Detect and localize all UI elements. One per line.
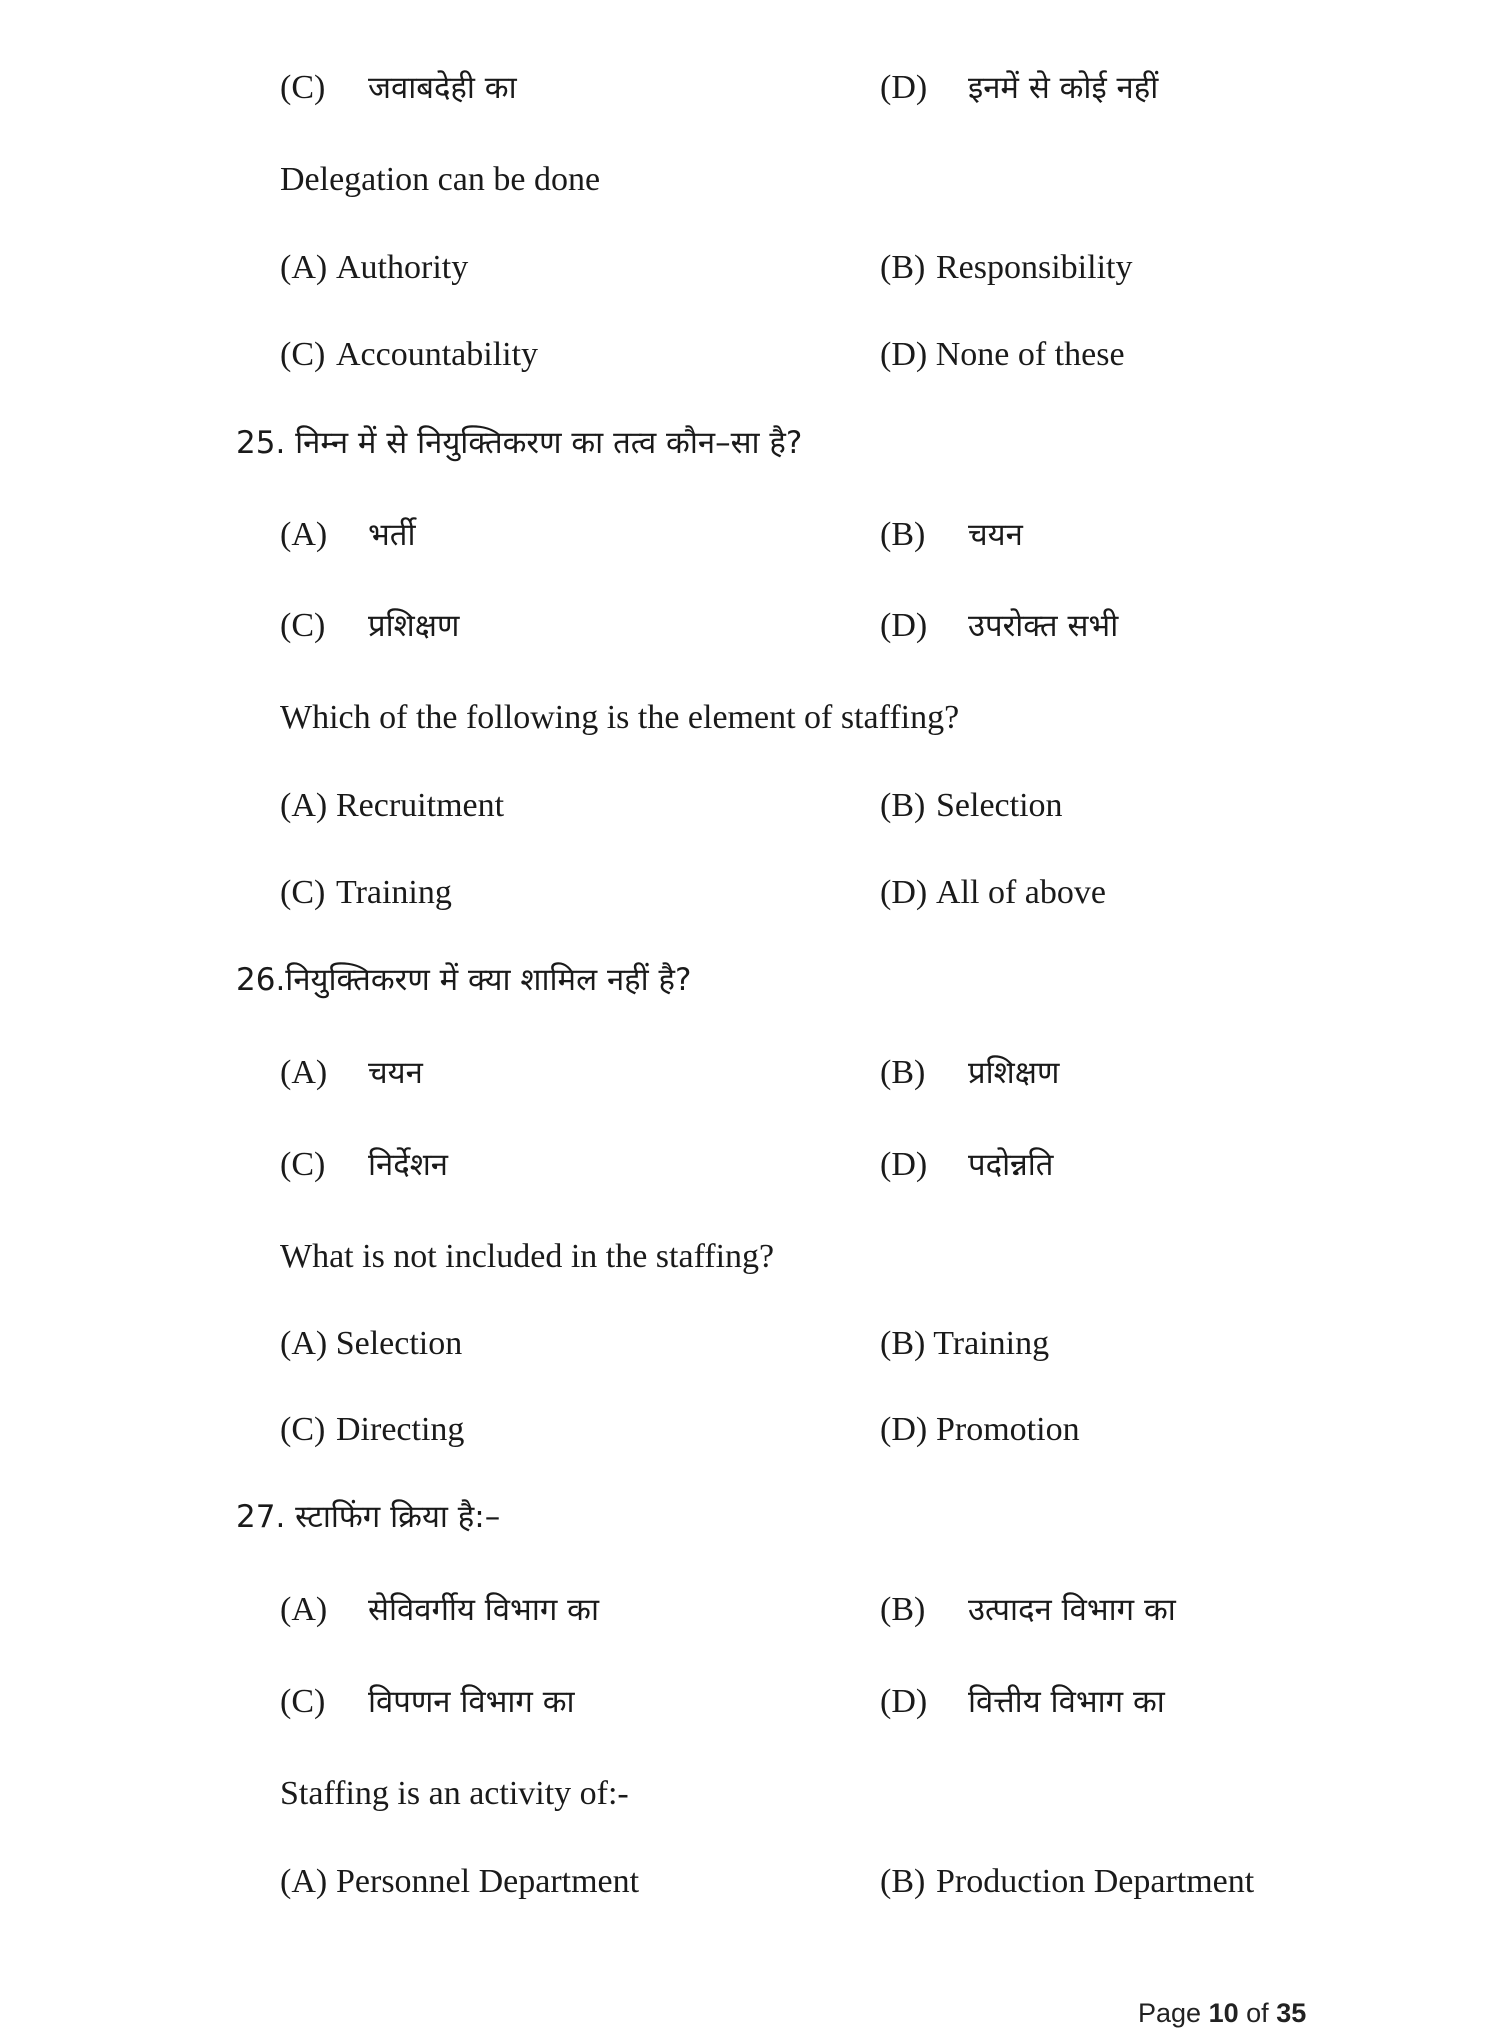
option-text: Directing <box>336 1411 465 1448</box>
option-label: (B) <box>880 1591 926 1628</box>
option-label: (B) <box>880 1054 926 1091</box>
option-text: None of these <box>935 336 1125 373</box>
question-27-en: Staffing is an activity of:- <box>280 1775 629 1812</box>
option-label: (B) <box>880 249 926 286</box>
question-25-hi: 25. निम्न में से नियुक्तिकरण का तत्व कौन–सा है? <box>236 425 803 461</box>
option-label: (C) <box>280 69 326 106</box>
option-text: Recruitment <box>336 787 505 824</box>
option-label: (A) <box>280 1325 328 1362</box>
option-label: (D) <box>880 1683 928 1720</box>
page-prefix: Page <box>1138 1998 1202 2028</box>
option-text: सेविवर्गीय विभाग का <box>368 1592 600 1628</box>
q25-hi-option-b <box>880 515 1023 555</box>
option-text: विपणन विभाग का <box>368 1684 575 1720</box>
option-d-hi <box>880 68 1158 108</box>
option-text: वित्तीय विभाग का <box>968 1684 1165 1720</box>
option-text: All of above <box>936 874 1106 911</box>
option-label: (D) <box>880 874 928 911</box>
q27-hi-option-b <box>880 1590 1176 1630</box>
option-text: इनमें से कोई नहीं <box>968 70 1159 106</box>
option-text: चयन <box>968 517 1023 553</box>
q25-en-option-d <box>880 873 1106 913</box>
option-label: (C) <box>280 1146 326 1183</box>
option-label: (A) <box>280 1863 328 1900</box>
q26-hi-option-a <box>280 1053 423 1093</box>
option-label: (B) <box>880 1863 926 1900</box>
option-label: (C) <box>280 336 326 373</box>
q26-en-option-b <box>880 1324 1049 1364</box>
option-text: Selection <box>335 1325 463 1362</box>
option-label: (D) <box>880 336 928 373</box>
page-current: 10 <box>1208 1998 1239 2028</box>
page-of: of <box>1246 1998 1269 2028</box>
q26-hi-option-d <box>880 1145 1053 1185</box>
q24-option-d <box>880 335 1125 375</box>
q25-en-option-a <box>280 786 504 826</box>
q24-option-a <box>280 248 468 288</box>
option-text: Training <box>933 1325 1050 1362</box>
option-label: (D) <box>880 1146 928 1183</box>
option-text: प्रशिक्षण <box>968 1055 1060 1091</box>
page-total: 35 <box>1276 1998 1307 2028</box>
option-text: उत्पादन विभाग का <box>968 1592 1176 1628</box>
option-text: Training <box>336 874 452 911</box>
option-label: (A) <box>280 1591 328 1628</box>
q25-en-option-c <box>280 873 452 913</box>
question-26-hi: 26.नियुक्तिकरण में क्या शामिल नहीं है? <box>236 962 692 998</box>
q26-en-option-a <box>280 1324 462 1364</box>
option-text: प्रशिक्षण <box>368 608 460 644</box>
option-label: (A) <box>280 787 328 824</box>
option-label: (B) <box>880 787 926 824</box>
q25-hi-option-d <box>880 606 1118 646</box>
option-label: (B) <box>880 516 926 553</box>
option-text: भर्ती <box>368 517 416 553</box>
option-text: जवाबदेही का <box>368 70 517 106</box>
option-text: Responsibility <box>936 249 1133 286</box>
q27-hi-option-a <box>280 1590 599 1630</box>
q24-option-b <box>880 248 1132 288</box>
option-text: पदोन्नति <box>968 1147 1054 1183</box>
option-text: Production Department <box>936 1863 1255 1900</box>
q27-hi-option-d <box>880 1682 1165 1722</box>
q25-hi-option-a <box>280 515 416 555</box>
q27-en-option-b <box>880 1862 1254 1902</box>
option-label: (D) <box>880 69 928 106</box>
q26-hi-option-b <box>880 1053 1059 1093</box>
option-text: Selection <box>936 787 1063 824</box>
option-text: Accountability <box>336 336 539 373</box>
option-c-hi <box>280 68 517 108</box>
q26-hi-option-c <box>280 1145 448 1185</box>
option-label: (C) <box>280 874 326 911</box>
page-number <box>1138 1998 1306 2029</box>
question-24-en: Delegation can be done <box>280 161 601 198</box>
option-label: (C) <box>280 607 326 644</box>
q24-option-c <box>280 335 538 375</box>
question-25-en: Which of the following is the element of staffing? <box>280 699 960 736</box>
option-text: Promotion <box>936 1411 1080 1448</box>
option-label: (D) <box>880 1411 928 1448</box>
option-label: (B) <box>880 1325 926 1362</box>
option-label: (A) <box>280 249 328 286</box>
option-label: (C) <box>280 1683 326 1720</box>
option-label: (C) <box>280 1411 326 1448</box>
q27-hi-option-c <box>280 1682 575 1722</box>
question-27-hi: 27. स्टाफिंग क्रिया है:– <box>236 1499 501 1535</box>
option-label: (A) <box>280 1054 328 1091</box>
q27-en-option-a <box>280 1862 639 1902</box>
option-label: (A) <box>280 516 328 553</box>
q25-en-option-b <box>880 786 1063 826</box>
q25-hi-option-c <box>280 606 459 646</box>
option-label: (D) <box>880 607 928 644</box>
option-text: उपरोक्त सभी <box>968 608 1119 644</box>
option-text: Authority <box>336 249 469 286</box>
option-text: निर्देशन <box>368 1147 448 1183</box>
option-text: Personnel Department <box>336 1863 640 1900</box>
option-text: चयन <box>368 1055 423 1091</box>
q26-en-option-d <box>880 1410 1080 1450</box>
question-26-en: What is not included in the staffing? <box>280 1238 775 1275</box>
q26-en-option-c <box>280 1410 464 1450</box>
